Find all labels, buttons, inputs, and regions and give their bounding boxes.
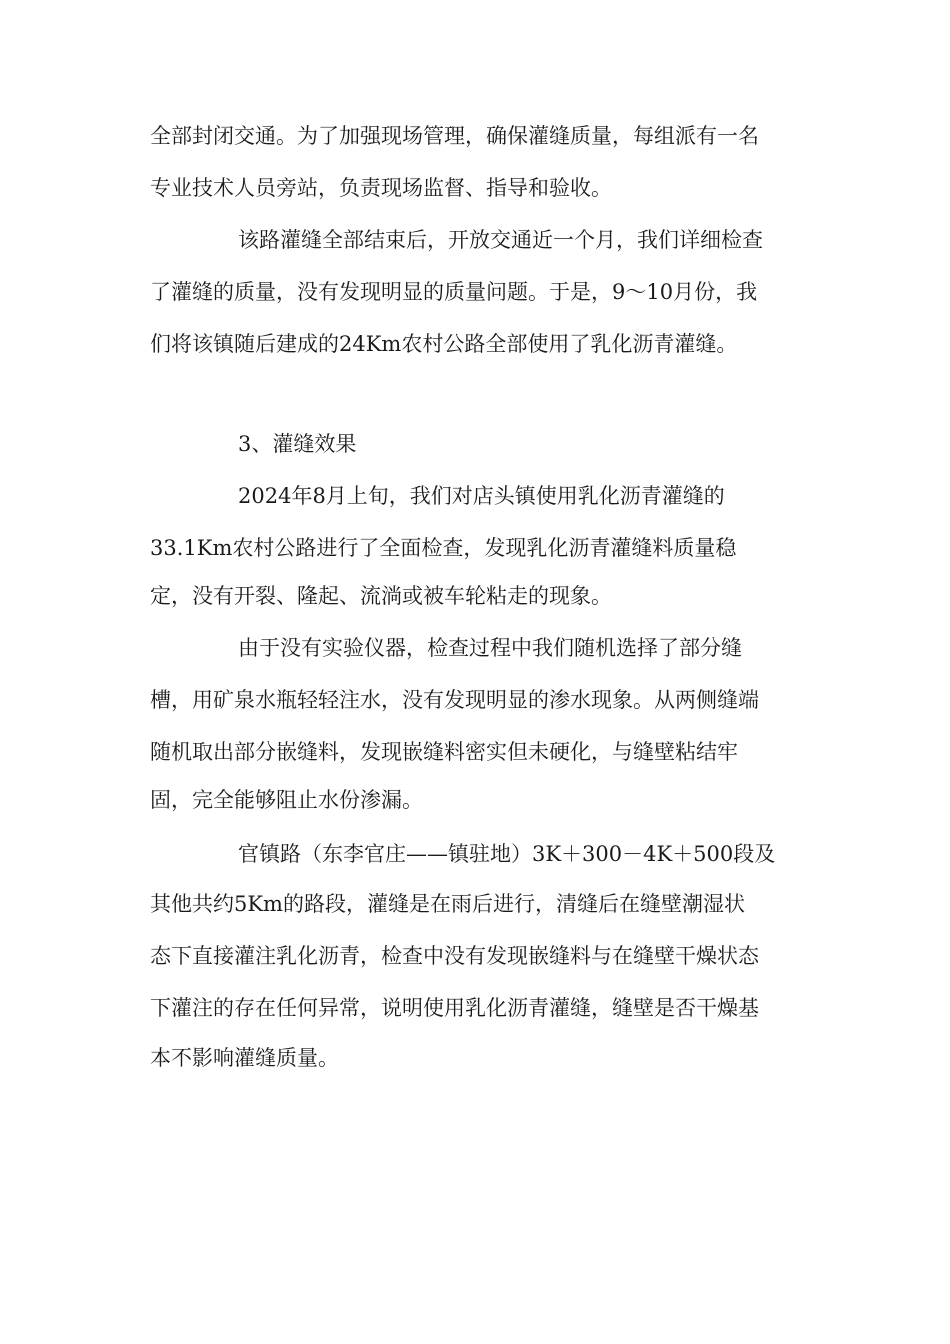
- text-line: 其他共约5Km的路段，灌缝是在雨后进行，清缝后在缝壁潮湿状: [150, 892, 745, 916]
- text-line: 随机取出部分嵌缝料，发现嵌缝料密实但未硬化，与缝壁粘结牢: [150, 740, 738, 764]
- text-line: 该路灌缝全部结束后，开放交通近一个月，我们详细检查: [238, 228, 763, 252]
- text-line: 下灌注的存在任何异常，说明使用乳化沥青灌缝，缝壁是否干燥基: [150, 996, 759, 1020]
- text-line: 全部封闭交通。为了加强现场管理，确保灌缝质量，每组派有一名: [150, 124, 759, 148]
- text-line: 本不影响灌缝质量。: [150, 1046, 339, 1070]
- text-line: 了灌缝的质量，没有发现明显的质量问题。于是，9～10月份，我: [150, 280, 758, 304]
- text-line: 态下直接灌注乳化沥青，检查中没有发现嵌缝料与在缝壁干燥状态: [150, 944, 759, 968]
- text-line: 2024年8月上旬，我们对店头镇使用乳化沥青灌缝的: [238, 484, 725, 508]
- text-line: 们将该镇随后建成的24Km农村公路全部使用了乳化沥青灌缝。: [150, 332, 738, 356]
- section-heading: 3、灌缝效果: [238, 432, 357, 456]
- text-line: 33.1Km农村公路进行了全面检查，发现乳化沥青灌缝料质量稳: [150, 536, 737, 560]
- text-line: 由于没有实验仪器，检查过程中我们随机选择了部分缝: [238, 636, 742, 660]
- text-line: 槽，用矿泉水瓶轻轻注水，没有发现明显的渗水现象。从两侧缝端: [150, 688, 759, 712]
- text-line: 官镇路（东李官庄——镇驻地）3K＋300－4K＋500段及: [238, 842, 776, 866]
- text-line: 固，完全能够阻止水份渗漏。: [150, 788, 423, 812]
- text-line: 定，没有开裂、隆起、流淌或被车轮粘走的现象。: [150, 584, 612, 608]
- text-line: 专业技术人员旁站，负责现场监督、指导和验收。: [150, 176, 612, 200]
